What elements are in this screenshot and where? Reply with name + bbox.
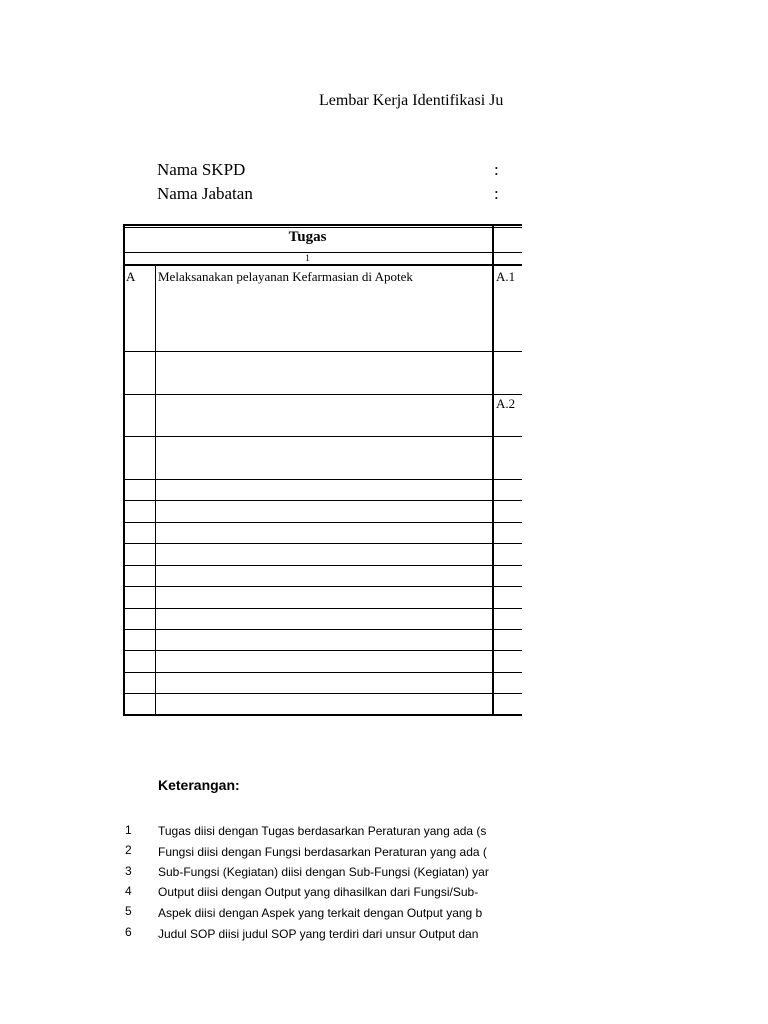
nama-skpd-label: Nama SKPD — [157, 160, 246, 179]
note-text: Sub-Fungsi (Kegiatan) diisi dengan Sub-Fungsi (Kegiatan) yar — [158, 865, 489, 879]
row-line — [123, 500, 522, 501]
table-border-top — [123, 224, 522, 226]
row-line — [123, 693, 522, 694]
note-number: 6 — [125, 925, 132, 939]
table-border-top-inner — [123, 227, 522, 228]
note-text: Aspek diisi dengan Aspek yang terkait dengan Output yang b — [158, 906, 483, 920]
note-number: 1 — [125, 823, 132, 837]
keterangan-title: Keterangan: — [158, 777, 240, 793]
row-line — [123, 351, 522, 352]
row-line — [123, 543, 522, 544]
row-line — [123, 565, 522, 566]
row-line — [123, 650, 522, 651]
row-line — [123, 522, 522, 523]
row-a-code: A — [126, 269, 136, 284]
nama-jabatan-colon: : — [494, 184, 499, 203]
row-line — [123, 436, 522, 437]
column-divider-code — [155, 266, 156, 716]
row-line — [123, 479, 522, 480]
row-line — [123, 672, 522, 673]
note-number: 4 — [125, 884, 132, 898]
table-border-bottom — [123, 714, 522, 716]
row-line — [123, 586, 522, 587]
header-tugas: Tugas — [288, 229, 327, 245]
table-border-left — [123, 224, 125, 716]
row-a-tugas-text: Melaksanakan pelayanan Kefarmasian di Apotek — [158, 269, 413, 284]
row-line — [123, 608, 522, 609]
nama-jabatan-label: Nama Jabatan — [157, 184, 253, 203]
sub-a1-code: A.1 — [496, 269, 516, 284]
nama-skpd-colon: : — [494, 160, 499, 179]
document-title: Lembar Kerja Identifikasi Ju — [319, 92, 504, 109]
identification-table — [123, 224, 522, 716]
note-text: Fungsi diisi dengan Fungsi berdasarkan Peraturan yang ada ( — [158, 845, 487, 859]
row-line — [123, 629, 522, 630]
note-text: Tugas diisi dengan Tugas berdasarkan Peraturan yang ada (s — [158, 824, 487, 838]
column-divider-tugas — [492, 224, 494, 716]
note-text: Judul SOP diisi judul SOP yang terdiri dari unsur Output dan — [158, 927, 479, 941]
row-line — [123, 394, 522, 395]
header-bottom-border — [123, 264, 522, 266]
note-number: 3 — [125, 864, 132, 878]
note-number: 2 — [125, 843, 132, 857]
header-number: 1 — [305, 253, 310, 263]
sub-a2-code: A.2 — [496, 396, 516, 411]
note-number: 5 — [125, 904, 132, 918]
note-text: Output diisi dengan Output yang dihasilkan dari Fungsi/Sub- — [158, 885, 479, 899]
